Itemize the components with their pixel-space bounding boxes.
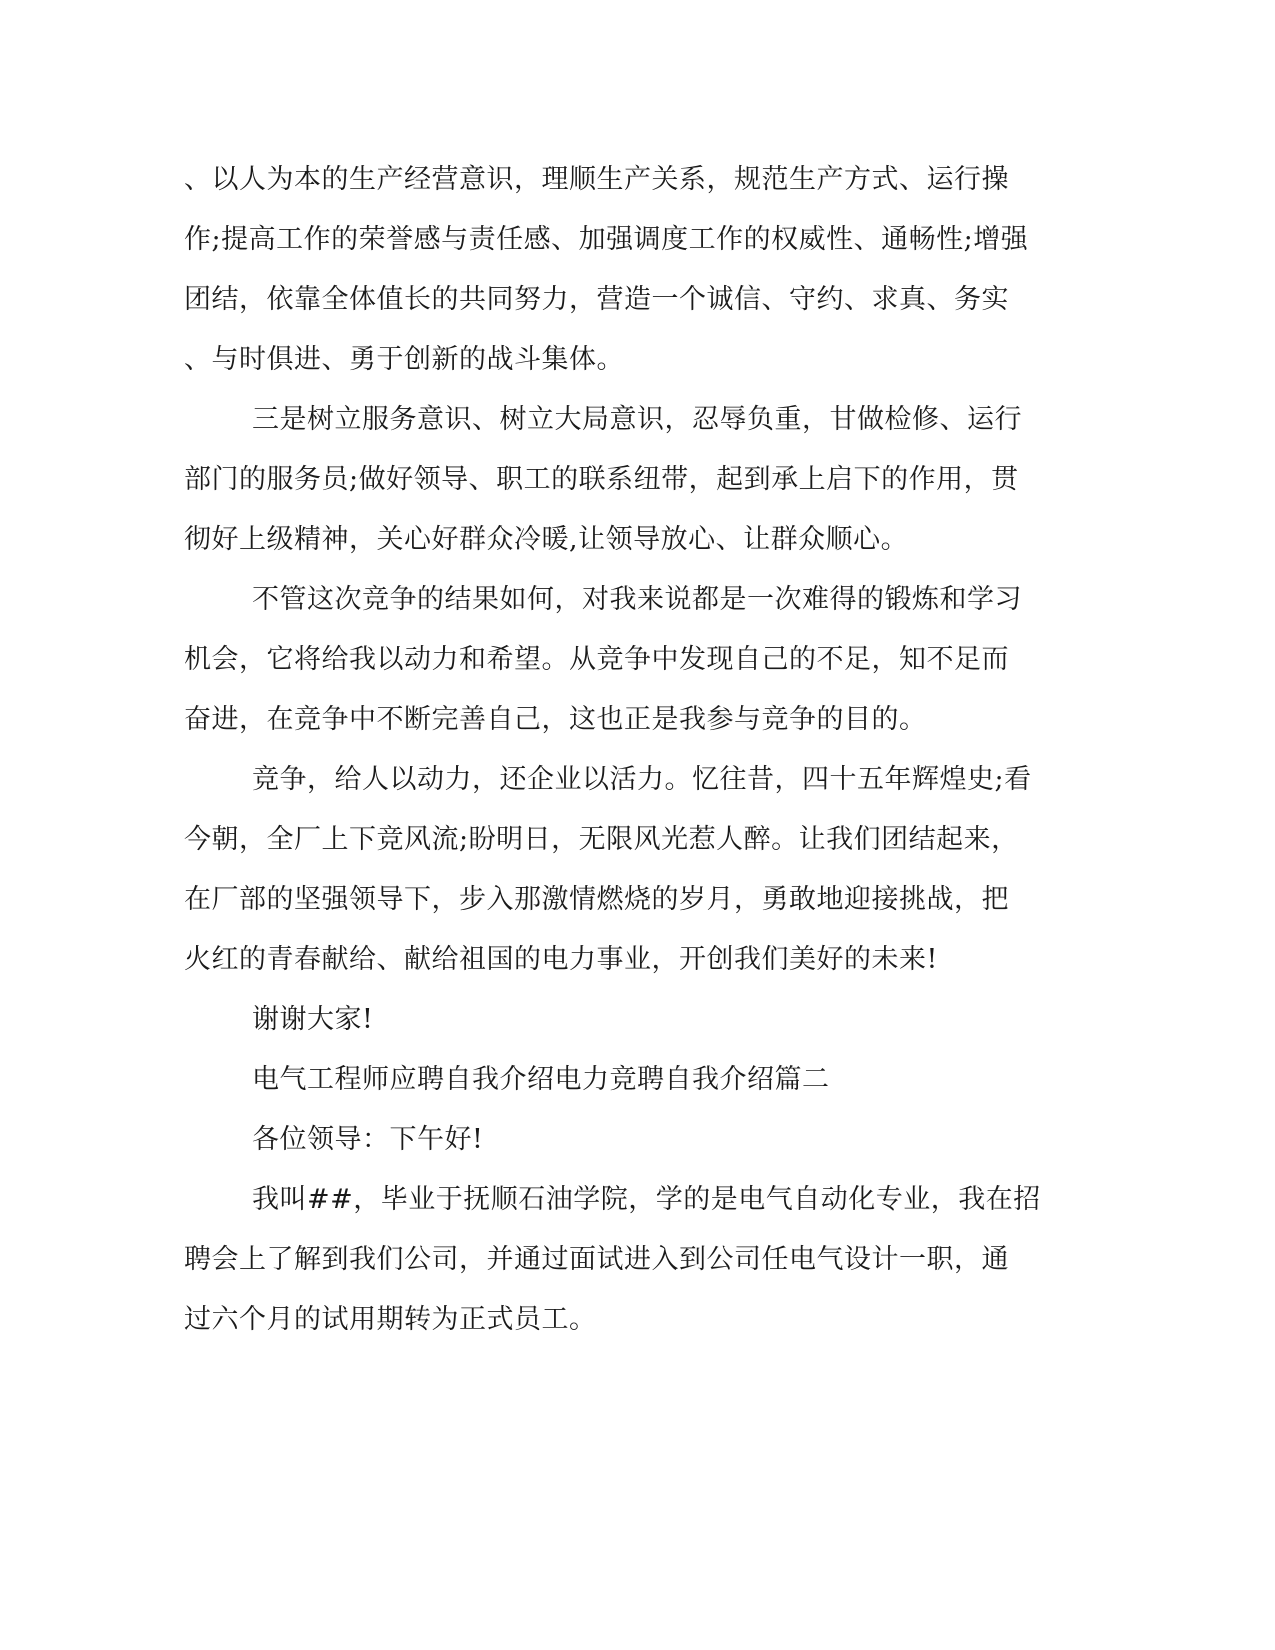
closing-thanks: 谢谢大家! xyxy=(252,1004,374,1035)
greeting: 各位领导：下午好! xyxy=(252,1124,484,1155)
text-line: 我叫##，毕业于抚顺石油学院，学的是电气自动化专业，我在招 xyxy=(252,1184,1041,1215)
text-line: 今朝，全厂上下竞风流;盼明日，无限风光惹人醉。让我们团结起来， xyxy=(184,824,1019,855)
text-line: 、与时俱进、勇于创新的战斗集体。 xyxy=(184,344,624,375)
text-line: 过六个月的试用期转为正式员工。 xyxy=(184,1304,597,1335)
text-line: 作;提高工作的荣誉感与责任感、加强调度工作的权威性、通畅性;增强 xyxy=(184,224,1029,255)
text-line: 在厂部的坚强领导下，步入那激情燃烧的岁月，勇敢地迎接挑战，把 xyxy=(184,884,1009,915)
text-line: 奋进，在竞争中不断完善自己，这也正是我参与竞争的目的。 xyxy=(184,704,927,735)
text-line: 火红的青春献给、献给祖国的电力事业，开创我们美好的未来! xyxy=(184,944,938,975)
text-line: 机会，它将给我以动力和希望。从竞争中发现自己的不足，知不足而 xyxy=(184,644,1009,675)
text-line: 部门的服务员;做好领导、职工的联系纽带，起到承上启下的作用，贯 xyxy=(184,464,1019,495)
text-line: 竞争，给人以动力，还企业以活力。忆往昔，四十五年辉煌史;看 xyxy=(252,764,1032,795)
text-line: 三是树立服务意识、树立大局意识，忍辱负重，甘做检修、运行 xyxy=(252,404,1022,435)
text-line: 、以人为本的生产经营意识，理顺生产关系，规范生产方式、运行操 xyxy=(184,164,1009,195)
text-line: 不管这次竞争的结果如何，对我来说都是一次难得的锻炼和学习 xyxy=(252,584,1022,615)
text-line: 团结，依靠全体值长的共同努力，营造一个诚信、守约、求真、务实 xyxy=(184,284,1009,315)
section-heading: 电气工程师应聘自我介绍电力竞聘自我介绍篇二 xyxy=(252,1064,830,1095)
text-line: 聘会上了解到我们公司，并通过面试进入到公司任电气设计一职，通 xyxy=(184,1244,1009,1275)
text-line: 彻好上级精神，关心好群众冷暖,让领导放心、让群众顺心。 xyxy=(184,524,909,555)
body-text xyxy=(184,150,1044,1350)
